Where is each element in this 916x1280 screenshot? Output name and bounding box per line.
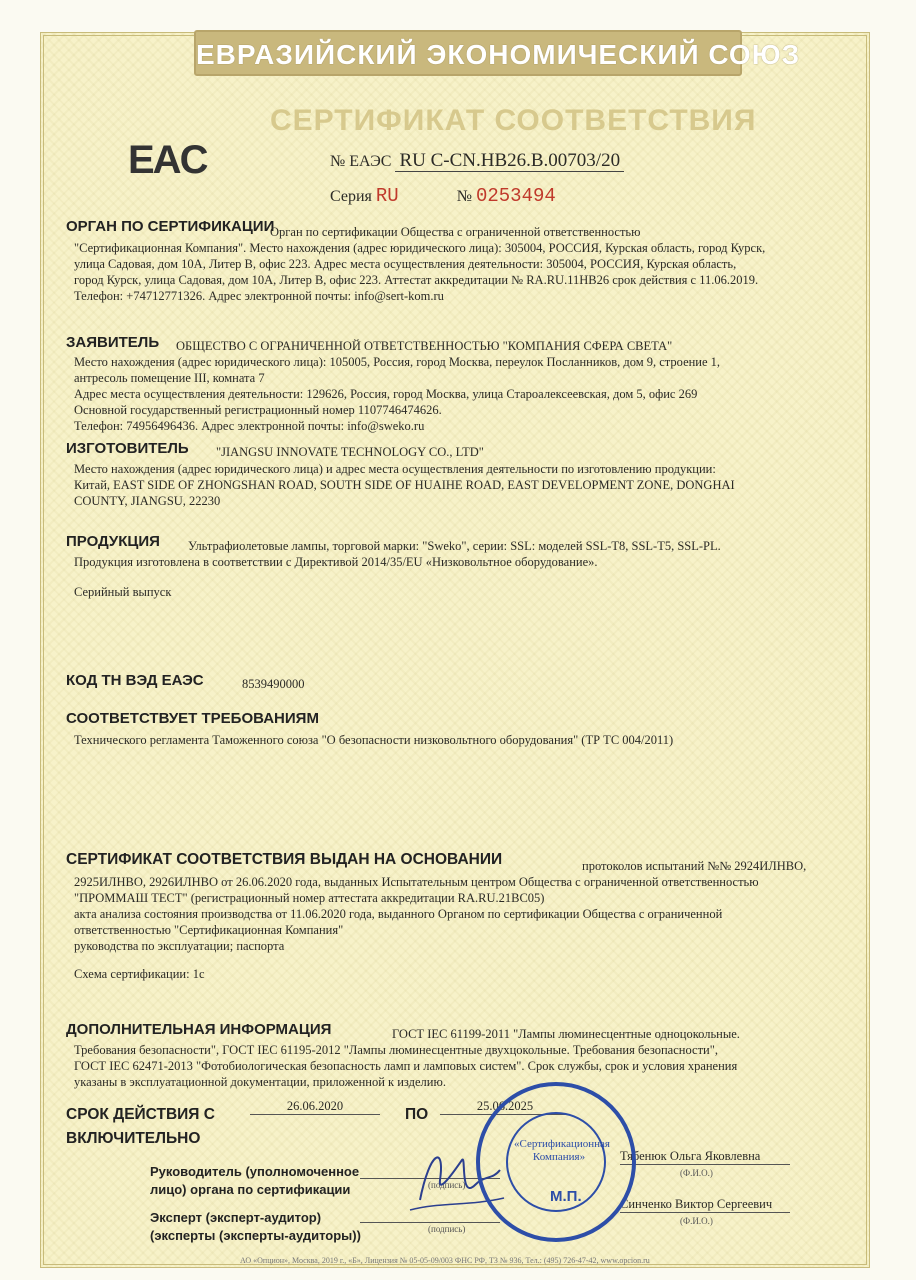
sign-caption: (подпись) — [428, 1224, 466, 1234]
name-caption: (Ф.И.О.) — [680, 1168, 713, 1178]
stamp-center: «Сертификационная Компания» — [514, 1138, 610, 1163]
head-label: Руководитель (уполномоченное — [150, 1164, 360, 1179]
sign-caption: (подпись) — [428, 1180, 466, 1190]
basis-line: акта анализа состояния производства от 11.06.2020 года, выданного Органом по сертификации Общества с ограниченной — [74, 907, 723, 921]
expert-sign-line — [360, 1222, 500, 1223]
basis-heading: СЕРТИФИКАТ СООТВЕТСТВИЯ ВЫДАН НА ОСНОВАНИИ — [66, 851, 503, 868]
conformity-heading: СООТВЕТСТВУЕТ ТРЕБОВАНИЯМ — [66, 710, 319, 727]
manufacturer-line: Китай, EAST SIDE OF ZHONGSHAN ROAD, SOUTH SIDE OF HUAIHE ROAD, EAST DEVELOPMENT ZONE, DONGHAI — [74, 478, 735, 492]
product-line: Продукция изготовлена в соответствии с Директивой 2014/35/EU «Низковольтное оборудование». — [74, 555, 598, 569]
manufacturer-line: Место нахождения (адрес юридического лица) и адрес места осуществления деятельности по изготовлению продукции: — [74, 462, 716, 476]
additional-line: ГОСТ IEC 62471-2013 "Фотобиологическая безопасность ламп и ламповых систем". Срок службы, срок и условия хранения — [74, 1059, 738, 1073]
name-caption: (Ф.И.О.) — [680, 1216, 713, 1226]
basis-line: протоколов испытаний №№ 2924ИЛНВО, — [582, 859, 807, 873]
validity-to-value: 25.06.2025 — [440, 1098, 570, 1115]
manufacturer-line: "JIANGSU INNOVATE TECHNOLOGY CO., LTD" — [216, 445, 484, 459]
organ-line: "Сертификационная Компания". Место нахождения (адрес юридического лица): 305004, РОССИЯ, Курская область, город Курск, — [74, 241, 766, 255]
union-banner: ЕВРАЗИЙСКИЙ ЭКОНОМИЧЕСКИЙ СОЮЗ — [194, 30, 742, 76]
code-heading: КОД ТН ВЭД ЕАЭС — [66, 672, 204, 689]
stamp-mp: М.П. — [550, 1188, 582, 1205]
manufacturer-line: COUNTY, JIANGSU, 22230 — [74, 494, 221, 508]
organ-heading: ОРГАН ПО СЕРТИФИКАЦИИ — [66, 218, 275, 235]
basis-line: руководства по эксплуатации; паспорта — [74, 939, 285, 953]
organ-line: город Курск, улица Садовая, дом 10А, Литер В, офис 223. Аттестат аккредитации № RA.RU.11НВ26 срок действия с 11.06.2019. — [74, 273, 759, 287]
applicant-line: Место нахождения (адрес юридического лица): 105005, Россия, город Москва, переулок Посланников, дом 9, строение 1, — [74, 355, 721, 369]
number-label: № ЕАЭС — [330, 153, 392, 170]
applicant-line: Телефон: 74956496436. Адрес электронной почты: info@sweko.ru — [74, 419, 425, 433]
applicant-line: антресоль помещение III, комната 7 — [74, 371, 265, 385]
series-value: RU — [375, 185, 399, 207]
serial-value: 0253494 — [475, 185, 556, 207]
validity-to-label: ПО — [405, 1106, 429, 1123]
basis-line: ответственностью "Сертификационная Компания" — [74, 923, 344, 937]
basis-line: 2925ИЛНВО, 2926ИЛНВО от 26.06.2020 года, выданных Испытательным центром Общества с ограниченной ответственностью — [74, 875, 759, 889]
organ-line: Орган по сертификации Общества с ограниченной ответственностью — [270, 225, 641, 239]
applicant-line: Основной государственный регистрационный номер 1107746474626. — [74, 403, 442, 417]
basis-line: Схема сертификации: 1с — [74, 967, 205, 981]
conformity-line: Технического регламента Таможенного союза "О безопасности низковольтного оборудования" (ТР ТС 004/2011) — [74, 733, 674, 747]
applicant-line: ОБЩЕСТВО С ОГРАНИЧЕННОЙ ОТВЕТСТВЕННОСТЬЮ "КОМПАНИЯ СФЕРА СВЕТА" — [176, 339, 673, 353]
stamp-seal — [476, 1082, 636, 1242]
head-label: лицо) органа по сертификации — [150, 1182, 351, 1197]
organ-line: Телефон: +74712771326. Адрес электронной почты: info@sert-kom.ru — [74, 289, 444, 303]
head-name: Тябенюк Ольга Яковлевна — [620, 1148, 790, 1165]
validity-from-value: 26.06.2020 — [250, 1098, 380, 1115]
product-heading: ПРОДУКЦИЯ — [66, 533, 160, 550]
code-value: 8539490000 — [242, 677, 305, 691]
applicant-heading: ЗАЯВИТЕЛЬ — [66, 334, 160, 351]
expert-label: (эксперты (эксперты-аудиторы)) — [150, 1228, 361, 1243]
eac-logo: EAC — [128, 138, 207, 182]
organ-line: улица Садовая, дом 10А, Литер В, офис 223. Адрес места осуществления деятельности: 305004, РОССИЯ, Курская область, — [74, 257, 737, 271]
footer-fine-print: АО «Опцион», Москва, 2019 г., «Б», Лицензия № 05-05-09/003 ФНС РФ, ТЗ № 936, Тел.: (495) 726-47-42, www.opcion.ru — [240, 1256, 650, 1265]
expert-label: Эксперт (эксперт-аудитор) — [150, 1210, 322, 1225]
expert-name: Синченко Виктор Сергеевич — [620, 1196, 790, 1213]
certificate-title: СЕРТИФИКАТ СООТВЕТСТВИЯ — [270, 104, 757, 137]
serial-label: № — [456, 188, 472, 205]
number-value: RU C-CN.НВ26.В.00703/20 — [395, 150, 624, 172]
certificate-number-row — [330, 150, 624, 172]
product-line: Ультрафиолетовые лампы, торговой марки: "Sweko", серии: SSL: моделей SSL-T8, SSL-T5, SSL-PL. — [188, 539, 721, 553]
additional-line: ГОСТ IEC 61199-2011 "Лампы люминесцентные одноцокольные. — [392, 1027, 740, 1041]
product-line: Серийный выпуск — [74, 585, 172, 599]
additional-line: Требования безопасности", ГОСТ IEC 61195-2012 "Лампы люминесцентные двухцокольные. Требования безопасности", — [74, 1043, 718, 1057]
additional-heading: ДОПОЛНИТЕЛЬНАЯ ИНФОРМАЦИЯ — [66, 1021, 332, 1038]
validity-inclusive: ВКЛЮЧИТЕЛЬНО — [66, 1130, 201, 1147]
basis-line: "ПРОММАШ ТЕСТ" (регистрационный номер аттестата аккредитации RA.RU.21ВС05) — [74, 891, 545, 905]
manufacturer-heading: ИЗГОТОВИТЕЛЬ — [66, 440, 189, 457]
series-row — [330, 185, 556, 207]
applicant-line: Адрес места осуществления деятельности: 129626, Россия, город Москва, улица Староалексеевская, дом 5, офис 269 — [74, 387, 698, 401]
validity-from-label: СРОК ДЕЙСТВИЯ С — [66, 1106, 215, 1123]
additional-line: указаны в эксплуатационной документации, приложенной к изделию. — [74, 1075, 446, 1089]
series-label: Серия — [330, 188, 372, 205]
